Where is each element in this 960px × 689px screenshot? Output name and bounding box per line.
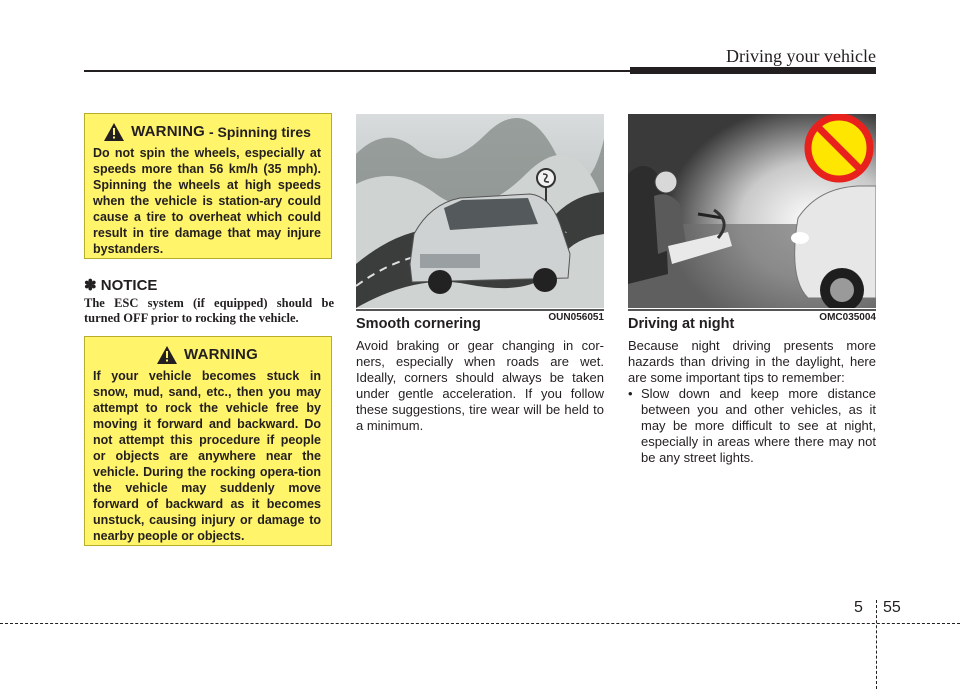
cornering-body: Avoid braking or gear changing in cor-ners, especially when roads are wet. Ideally, corners should always be taken under gentle acceleration. If you follow these suggestions, tire wear will be held to a minimum. bbox=[356, 338, 604, 433]
prohibition-icon bbox=[808, 117, 870, 179]
bullet-dot: • bbox=[628, 386, 633, 401]
photo-code: OUN056051 bbox=[548, 312, 604, 323]
photo-rule bbox=[628, 309, 876, 311]
cornering-heading: Smooth cornering bbox=[356, 316, 481, 332]
warning-heading bbox=[93, 345, 321, 365]
header-rule-thick bbox=[630, 67, 876, 74]
night-driving-photo bbox=[628, 114, 876, 308]
notice-body: The ESC system (if equipped) should be turned OFF prior to rocking the vehicle. bbox=[84, 296, 334, 325]
section-title: Driving your vehicle bbox=[726, 46, 876, 66]
page-number: 55 bbox=[883, 599, 901, 616]
footer-divider bbox=[876, 600, 877, 689]
warning-body: Do not spin the wheels, especially at speeds more than 56 km/h (35 mph). Spinning the wheels at high speeds when the vehicle is station-ary could cause a tire to overheat which could result in tire damage that may injure bystanders. bbox=[93, 146, 321, 256]
warning-word: WARNING bbox=[184, 346, 258, 363]
warning-body: If your vehicle becomes stuck in snow, mud, sand, etc., then you may attempt to rock the vehicle free by moving it forward and backward. Do not attempt this procedure if people or objects are anywhere near the vehicle. During the rocking opera-tion the vehicle may suddenly move forward of backward as it becomes unstuck, causing injury or damage to nearby people or objects. bbox=[93, 369, 321, 543]
warning-box-spinning-tires bbox=[84, 113, 332, 259]
bullet-text: Slow down and keep more distance between you and other vehicles, as it may be more difficult to see at night, especially in areas where there may not be any street lights. bbox=[641, 386, 876, 465]
warning-box-stuck-vehicle bbox=[84, 336, 332, 546]
cornering-car-photo bbox=[356, 114, 604, 308]
warning-triangle-icon bbox=[156, 345, 178, 365]
night-heading: Driving at night bbox=[628, 316, 735, 332]
warning-word: WARNING bbox=[131, 123, 205, 140]
chapter-number: 5 bbox=[854, 599, 863, 616]
list-item bbox=[628, 386, 876, 466]
night-body bbox=[628, 338, 876, 466]
cornering-photo-frame bbox=[356, 114, 604, 323]
warning-heading bbox=[93, 122, 321, 142]
photo-rule bbox=[356, 309, 604, 311]
photo-code: OMC035004 bbox=[819, 312, 876, 323]
warning-triangle-icon bbox=[103, 122, 125, 142]
night-photo-frame bbox=[628, 114, 876, 323]
footer-rule bbox=[0, 623, 960, 624]
warning-subtitle: - Spinning tires bbox=[209, 124, 311, 140]
night-intro: Because night driving presents more hazards than driving in the daylight, here are some important tips to remember: bbox=[628, 338, 876, 385]
notice-heading: ✽ NOTICE bbox=[84, 277, 158, 294]
